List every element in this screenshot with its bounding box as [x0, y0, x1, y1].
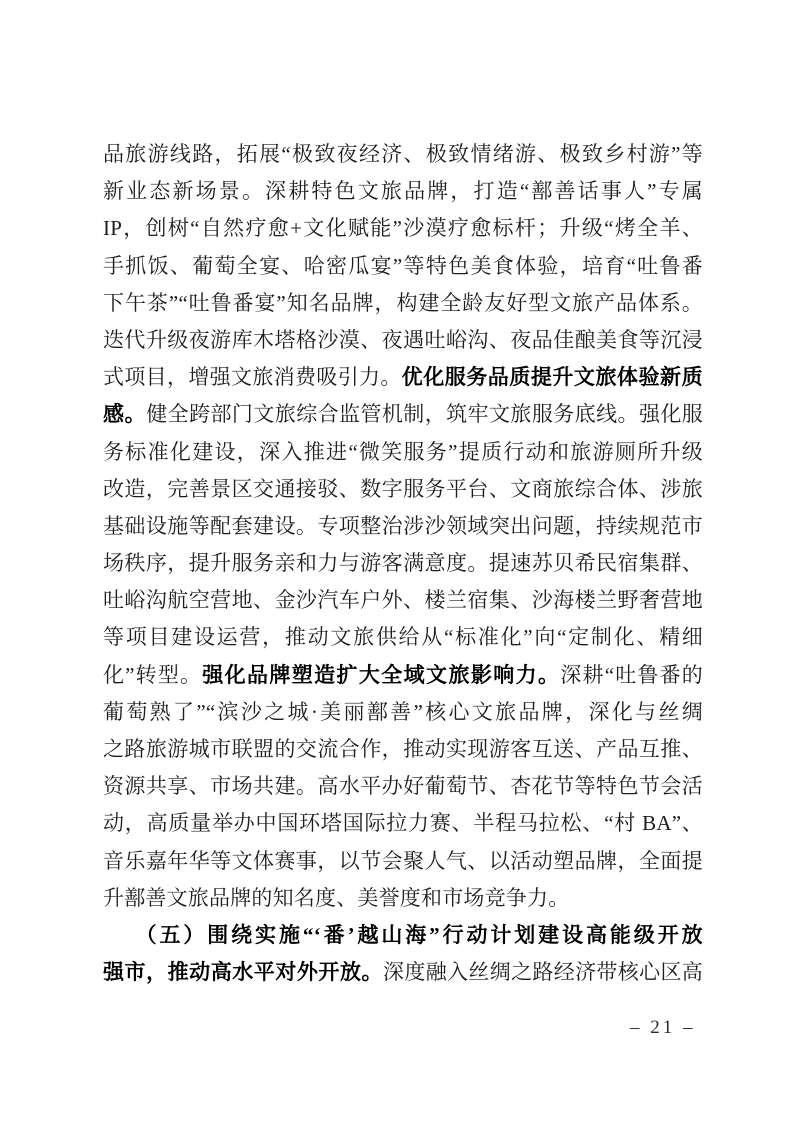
text-line: [103, 210, 703, 247]
text-line: [103, 471, 703, 508]
text-segment: 新业态新场景。深耕特色文旅品牌，打造“鄯善话事人”专属: [103, 179, 703, 204]
bold-text-segment: 强化品牌塑造扩大全域文旅影响力。: [202, 662, 561, 687]
text-line: [103, 359, 703, 396]
text-segment: 下午茶”“吐鲁番宴”知名品牌，构建全龄友好型文旅产品体系。: [103, 290, 703, 315]
text-segment: 改造，完善景区交通接驳、数字服务平台、文商旅综合体、涉旅: [103, 476, 703, 501]
text-segment: 等项目建设运营，推动文旅供给从“标准化”向“定制化、精细: [103, 625, 703, 650]
text-segment: 资源共享、市场共建。高水平办好葡萄节、杏花节等特色节会活: [103, 774, 703, 799]
text-segment: 葡萄熟了”“滨沙之城·美丽鄯善”核心文旅品牌，深化与丝绸: [103, 699, 703, 724]
text-line: [103, 619, 703, 656]
text-line: [103, 136, 703, 173]
document-body: [103, 136, 703, 991]
text-segment: 式项目，增强文旅消费吸引力。: [103, 365, 402, 390]
text-segment: 基础设施等配套建设。专项整治涉沙领域突出问题，持续规范市: [103, 513, 703, 538]
text-segment: 深度融入丝绸之路经济带核心区高: [383, 960, 703, 985]
text-line: [103, 843, 703, 880]
text-line: [103, 768, 703, 805]
text-segment: 健全跨部门文旅综合监管机制，筑牢文旅服务底线。强化服: [146, 402, 703, 427]
text-line: [103, 657, 703, 694]
text-line: [103, 285, 703, 322]
text-line: [103, 508, 703, 545]
text-segment: IP，创树“自然疗愈+文化赋能”沙漠疗愈标杆；升级“烤全羊、: [103, 216, 703, 241]
text-line: [103, 322, 703, 359]
text-segment: 手抓饭、葡萄全宴、哈密瓜宴”等特色美食体验，培育“吐鲁番: [103, 253, 703, 278]
page-number: – 21 –: [630, 1017, 696, 1038]
text-line: [103, 248, 703, 285]
text-line: [103, 434, 703, 471]
text-segment: 化”转型。: [103, 662, 203, 687]
text-line: [103, 954, 703, 991]
bold-text-segment: （五）围绕实施“‘番’越山海”行动计划建设高能级开放: [135, 922, 703, 947]
text-line: [103, 173, 703, 210]
text-segment: 吐峪沟航空营地、金沙汽车户外、楼兰宿集、沙海楼兰野奢营地: [103, 588, 703, 613]
text-line: [103, 396, 703, 433]
text-line: [103, 545, 703, 582]
text-line: [103, 917, 703, 954]
text-line: [103, 880, 703, 917]
text-segment: 升鄯善文旅品牌的知名度、美誉度和市场竞争力。: [103, 885, 570, 910]
text-segment: 深耕“吐鲁番的: [560, 662, 703, 687]
text-line: [103, 582, 703, 619]
text-line: [103, 805, 703, 842]
text-line: [103, 694, 703, 731]
text-segment: 品旅游线路，拓展“极致夜经济、极致情绪游、极致乡村游”等: [103, 142, 703, 166]
bold-text-segment: 感。: [103, 402, 147, 427]
text-line: [103, 731, 703, 768]
text-segment: 迭代升级夜游库木塔格沙漠、夜遇吐峪沟、夜品佳酿美食等沉浸: [103, 327, 703, 352]
text-segment: 务标准化建设，深入推进“微笑服务”提质行动和旅游厕所升级: [103, 439, 703, 464]
text-segment: 动，高质量举办中国环塔国际拉力赛、半程马拉松、“村 BA”、: [103, 811, 703, 836]
bold-text-segment: 强市，推动高水平对外开放。: [103, 960, 384, 985]
bold-text-segment: 优化服务品质提升文旅体验新质: [401, 365, 703, 390]
text-segment: 之路旅游城市联盟的交流合作，推动实现游客互送、产品互推、: [103, 737, 703, 761]
text-segment: 场秩序，提升服务亲和力与游客满意度。提速苏贝希民宿集群、: [103, 551, 703, 576]
text-segment: 音乐嘉年华等文体赛事，以节会聚人气、以活动塑品牌，全面提: [103, 848, 703, 873]
